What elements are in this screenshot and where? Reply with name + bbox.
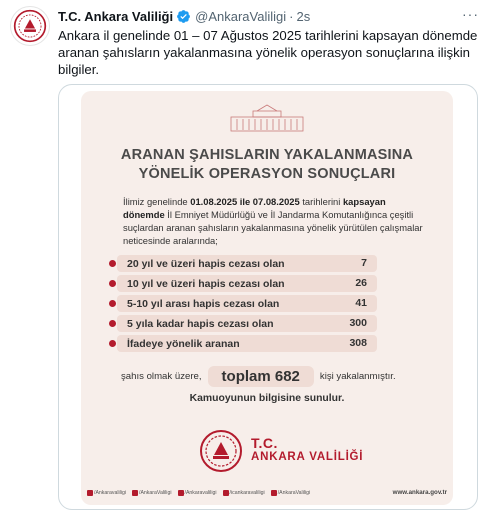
more-options-icon[interactable]: ··· (462, 6, 479, 22)
intro-period: kapsayan dönemde (123, 196, 386, 220)
bullet-dot-icon (109, 280, 116, 287)
tweet-media-image[interactable] (58, 84, 478, 510)
social-link-nsosyal: /icankaravaliligi (223, 490, 265, 496)
result-label: 5 yıla kadar hapis cezası olan (127, 317, 274, 330)
results-list (117, 255, 377, 355)
tweet-header (58, 6, 479, 26)
result-value: 7 (361, 257, 367, 269)
bullet-dot-icon (109, 260, 116, 267)
result-label: İfadeye yönelik aranan (127, 337, 240, 350)
x-icon (271, 490, 277, 496)
bullet-dot-icon (109, 300, 116, 307)
tweet-timestamp[interactable]: 2s (296, 8, 311, 24)
card-footer (87, 489, 447, 496)
avatar[interactable] (10, 6, 50, 46)
result-row (117, 315, 377, 332)
result-value: 308 (349, 337, 367, 349)
social-link-x: /AnkaraValiligi (271, 490, 310, 496)
result-row (117, 275, 377, 292)
closing-text: Kamuoyunun bilgisine sunulur. (189, 393, 345, 404)
website-url: www.ankara.gov.tr (392, 489, 447, 496)
result-value: 41 (355, 297, 367, 309)
org-name-line1: T.C. (251, 435, 278, 451)
tweet-text: Ankara il genelinde 01 – 07 Ağustos 2025 tarihlerini kapsayan dönemde aranan şahısların yakalanmasına yönelik operasyon sonuçlarına ilişkin bilgiler. (58, 28, 478, 77)
result-label: 5-10 yıl arası hapis cezası olan (127, 297, 280, 310)
intro-date-range: 01.08.2025 ile 07.08.2025 (190, 196, 300, 207)
intro-paragraph (123, 195, 423, 247)
author-handle[interactable]: @AnkaraValiligi (195, 8, 287, 24)
bullet-dot-icon (109, 320, 116, 327)
announcement-card (81, 91, 453, 505)
ankara-valiligi-logo-icon (199, 429, 243, 473)
bullet-dot-icon (109, 340, 116, 347)
result-row (117, 295, 377, 312)
intro-text-e: İl Emniyet Müdürlüğü ve İl Jandarma Komutanlığınca çeşitli suçlardan aranan şahısların yakalanmasına yönelik yürütülen çalışmalar neticesinde aralarında; (123, 209, 423, 246)
author-name[interactable]: T.C. Ankara Valiliği (58, 8, 174, 24)
social-link-instagram: /Ankaravaliligi (87, 490, 126, 496)
ankara-valiligi-seal-icon (13, 9, 47, 43)
result-label: 10 yıl ve üzeri hapis cezası olan (127, 277, 285, 290)
social-link-facebook: /AnkaraValiligi (132, 490, 171, 496)
result-row (117, 335, 377, 352)
card-title-line2: YÖNELİK OPERASYON SONUÇLARI (138, 166, 396, 182)
government-building-icon (227, 103, 307, 133)
summary-line (121, 364, 421, 388)
intro-text-a: İlimiz genelinde (123, 196, 191, 207)
result-label: 20 yıl ve üzeri hapis cezası olan (127, 257, 285, 270)
result-row (117, 255, 377, 272)
result-value: 26 (355, 277, 367, 289)
nsosyal-icon (223, 490, 229, 496)
instagram-icon (87, 490, 93, 496)
summary-post-text: kişi yakalanmıştır. (319, 370, 396, 382)
total-badge: toplam 682 (208, 366, 314, 387)
summary-pre-text: şahıs olmak üzere, (121, 370, 202, 382)
result-value: 300 (349, 317, 367, 329)
card-title-line1: ARANAN ŞAHISLARIN YAKALANMASINA (120, 147, 414, 163)
intro-text-c: tarihlerini (299, 196, 343, 207)
youtube-icon (178, 490, 184, 496)
verified-badge-icon (176, 9, 191, 24)
facebook-icon (132, 490, 138, 496)
org-name-line2: ANKARA VALİLİĞİ (251, 451, 364, 463)
social-link-youtube: /Ankaravaliligi (178, 490, 217, 496)
separator-dot: · (289, 8, 294, 24)
